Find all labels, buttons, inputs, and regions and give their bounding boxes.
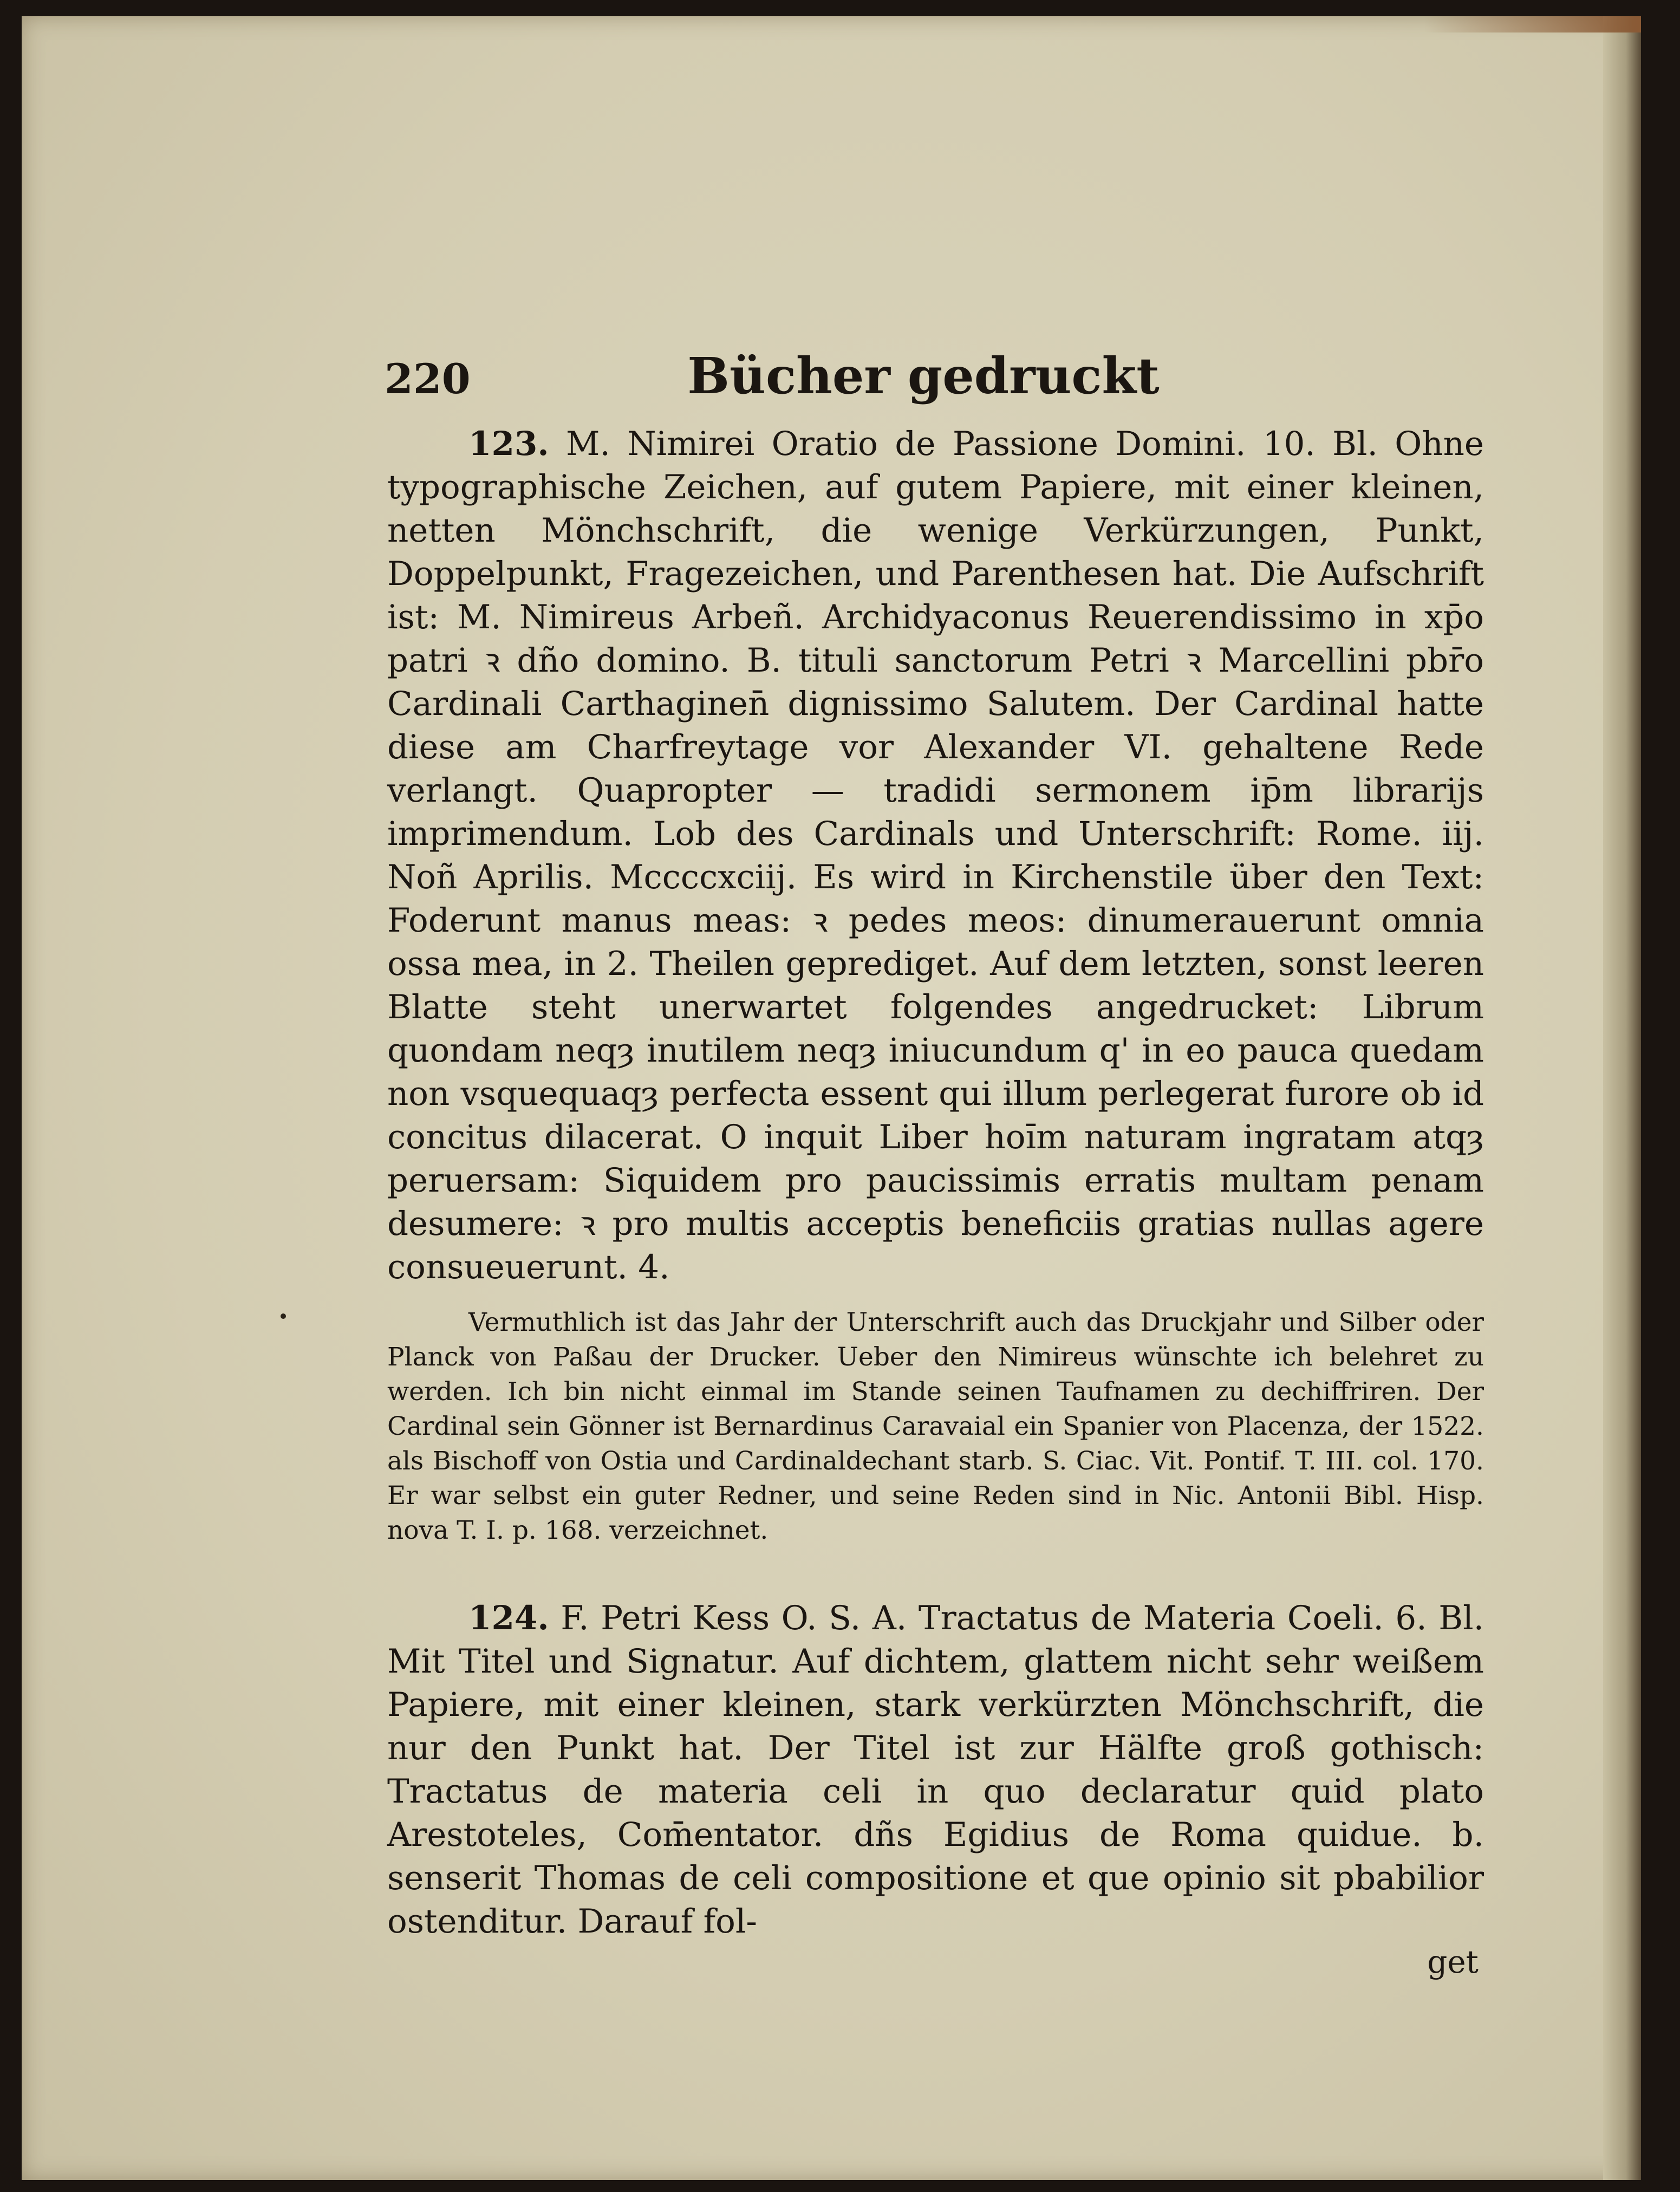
page-gutter [1603,16,1641,2180]
margin-mark [281,1313,286,1319]
entry-123-note: Vermuthlich ist das Jahr der Unterschrift auch das Druckjahr und Silber oder Planck von Paßau der Drucker. Ueber den Nimireus wünschte ich belehret zu werden. Ich bin nicht einmal im Stande seinen Taufnamen zu dechiffriren. Der Cardinal sein Gönner ist Bernardinus Caravaial ein Spanier von Placenza, der 1522. als Bischoff von Ostia und Cardinaldechant starb. S. Ciac. Vit. Pontif. T. III. col. 170. Er war selbst ein guter Redner, und seine Reden sind in Nic. Antonii Bibl. Hisp. nova T. I. p. 168. verzeichnet. [387,1308,1484,1545]
page-header [363,341,1484,422]
page-number: 220 [385,355,471,403]
page-edge [1424,16,1641,32]
entry-124 [363,1597,1484,1943]
running-head: Bücher gedruckt [687,347,1160,405]
text-block [363,341,1484,1980]
entry-text: F. Petri Kess O. S. A. Tractatus de Materia Coeli. 6. Bl. Mit Titel und Signatur. Auf dichtem, glattem nicht sehr weißem Papiere, mit einer kleinen, stark verkürzten Mönchschrift, die nur den Punkt hat. Der Titel ist zur Hälfte groß gothisch: Tractatus de materia celi in quo declaratur quid plato Arestoteles, Com̄entator. dñs Egidius de Roma quidue. b. senserit Thomas de celi compositione et que opinio sit pbabilior ostenditur. Darauf fol- [387,1599,1484,1941]
entry-123 [363,422,1484,1289]
entry-number: 124. [468,1599,549,1637]
book-page [22,16,1641,2180]
catchword: get [1427,1943,1479,1980]
entry-text: M. Nimirei Oratio de Passione Domini. 10. Bl. Ohne typographische Zeichen, auf gutem Papiere, mit einer kleinen, netten Mönchschrift, die wenige Verkürzungen, Punkt, Doppelpunkt, Fragezeichen, und Parenthesen hat. Die Aufschrift ist: M. Nimireus Arbeñ. Archidyaconus Reuerendissimo in xp̄o patri ꝛ dño domino. B. tituli sanctorum Petri ꝛ Marcellini pbr̄o Cardinali Carthaginen̄ dignissimo Salutem. Der Cardinal hatte diese am Charfreytage vor Alexander VI. gehaltene Rede verlangt. Quapropter — tradidi sermonem ip̄m librarijs imprimendum. Lob des Cardinals und Unterschrift: Rome. iij. Noñ Aprilis. Mccccxciij. Es wird in Kirchenstile über den Text: Foderunt manus meas: ꝛ pedes meos: dinumerauerunt omnia ossa mea, in 2. Theilen geprediget. Auf dem letzten, sonst leeren Blatte steht unerwartet folgendes angedrucket: Librum quondam neqȝ inutilem neqȝ iniucundum q' in eo pauca quedam non vsquequaqȝ perfecta essent qui illum perlegerat furore ob id concitus dilacerat. O inquit Liber hoı̄m naturam ingratam atqȝ peruersam: Siquidem pro paucissimis erratis multam penam desumere: ꝛ pro multis acceptis beneficiis gratias nullas agere consueuerunt. 4. [387,425,1484,1286]
entry-number: 123. [468,425,549,463]
